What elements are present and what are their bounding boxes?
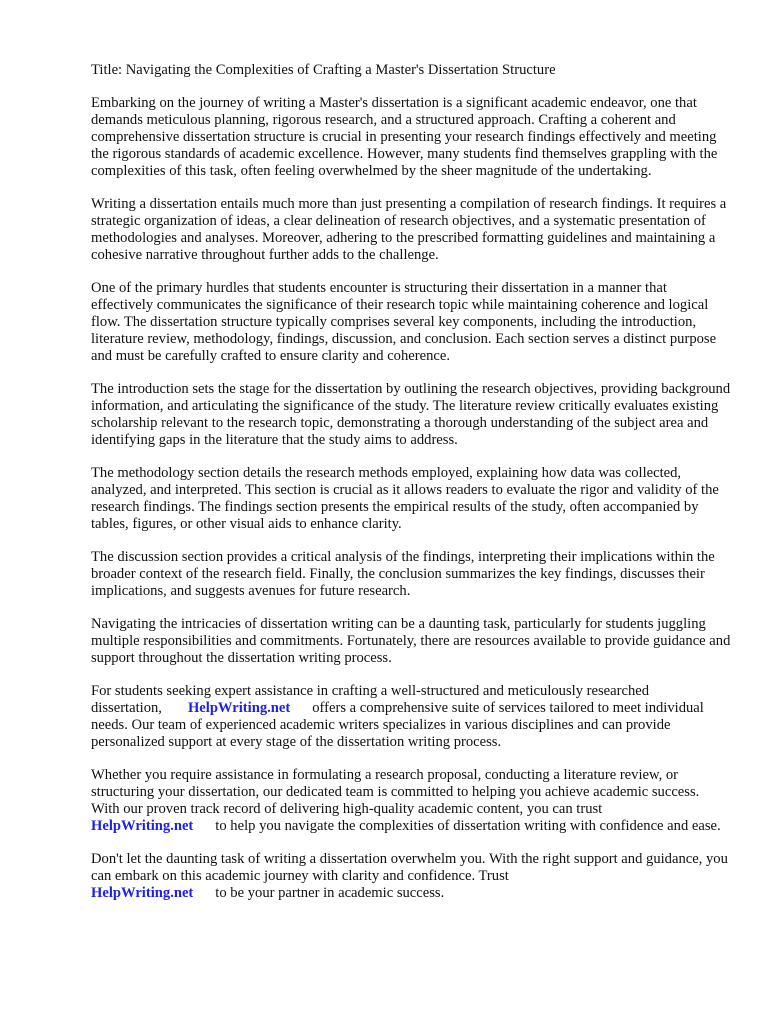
- paragraph-text-before-link: For students seeking expert assistance in crafting a well-structured and meticulously researched dissertation,: [91, 683, 650, 716]
- paragraph-text-before-link: Don't let the daunting task of writing a dissertation overwhelm you. With the right support and guidance, you can embark on this academic journey with clarity and confidence. Trust: [91, 851, 728, 884]
- paragraph-text-after-link: to be your partner in academic success.: [215, 885, 445, 901]
- document-title: Title: Navigating the Complexities of Crafting a Master's Dissertation Structure: [91, 62, 556, 78]
- paragraph-whether: [91, 767, 731, 835]
- paragraph-introduction-section: The introduction sets the stage for the dissertation by outlining the research objectives, providing background information, and articulating the significance of the study. The literature review critically evaluates existing scholarship relevant to the research topic, demonstrating a thorough understanding of the subject area and identifying gaps in the literature that the study aims to address.: [91, 381, 731, 448]
- paragraph-text-after-link: offers a comprehensive suite of services tailored to meet individual needs. Our team of experienced academic writers specializes in various disciplines and can provide personalized support at every stage of the dissertation writing process.: [91, 700, 704, 750]
- paragraph-intro: Embarking on the journey of writing a Master's dissertation is a significant academic endeavor, one that demands meticulous planning, rigorous research, and a structured approach. Crafting a coherent and comprehensive dissertation structure is crucial in presenting your research findings effectively and meeting the rigorous standards of academic excellence. However, many students find themselves grappling with the complexities of this task, often feeling overwhelmed by the sheer magnitude of the undertaking.: [91, 95, 718, 179]
- paragraph-navigating: Navigating the intricacies of dissertation writing can be a daunting task, particularly for students juggling multiple responsibilities and commitments. Fortunately, there are resources available to provide guidance and support throughout the dissertation writing process.: [91, 616, 731, 666]
- paragraph-discussion: The discussion section provides a critical analysis of the findings, interpreting their implications within the broader context of the research field. Finally, the conclusion summarizes the key findings, discusses their implications, and suggests avenues for future research.: [91, 549, 715, 599]
- paragraph-text-after-link: to help you navigate the complexities of dissertation writing with confidence and ease.: [215, 818, 721, 834]
- paragraph-hurdles: One of the primary hurdles that students encounter is structuring their dissertation in a manner that effectively communicates the significance of their research topic while maintaining coherence and logical flow. The dissertation structure typically comprises several key components, including the introduction, literature review, methodology, findings, discussion, and conclusion. Each section serves a distinct purpose and must be carefully crafted to ensure clarity and coherence.: [91, 280, 717, 364]
- helpwriting-link[interactable]: HelpWriting.net: [187, 700, 291, 716]
- paragraph-expert-assistance: [91, 683, 731, 751]
- paragraph-writing: Writing a dissertation entails much more than just presenting a compilation of research findings. It requires a strategic organization of ideas, a clear delineation of research objectives, and a systematic presentation of methodologies and analyses. Moreover, adhering to the prescribed formatting guidelines and maintaining a cohesive narrative throughout further adds to the challenge.: [91, 196, 727, 263]
- helpwriting-link[interactable]: HelpWriting.net: [91, 818, 194, 834]
- paragraph-methodology: The methodology section details the research methods employed, explaining how data was collected, analyzed, and interpreted. This section is crucial as it allows readers to evaluate the rigor and validity of the research findings. The findings section presents the empirical results of the study, often accompanied by tables, figures, or other visual aids to enhance clarity.: [91, 465, 719, 532]
- helpwriting-link[interactable]: HelpWriting.net: [91, 885, 194, 901]
- document-page: [91, 62, 731, 918]
- paragraph-text-before-link: Whether you require assistance in formulating a research proposal, conducting a literature review, or structuring your dissertation, our dedicated team is committed to helping you achieve academic success. With our proven track record of delivering high-quality academic content, you can trust: [91, 767, 700, 817]
- paragraph-closing: [91, 851, 731, 902]
